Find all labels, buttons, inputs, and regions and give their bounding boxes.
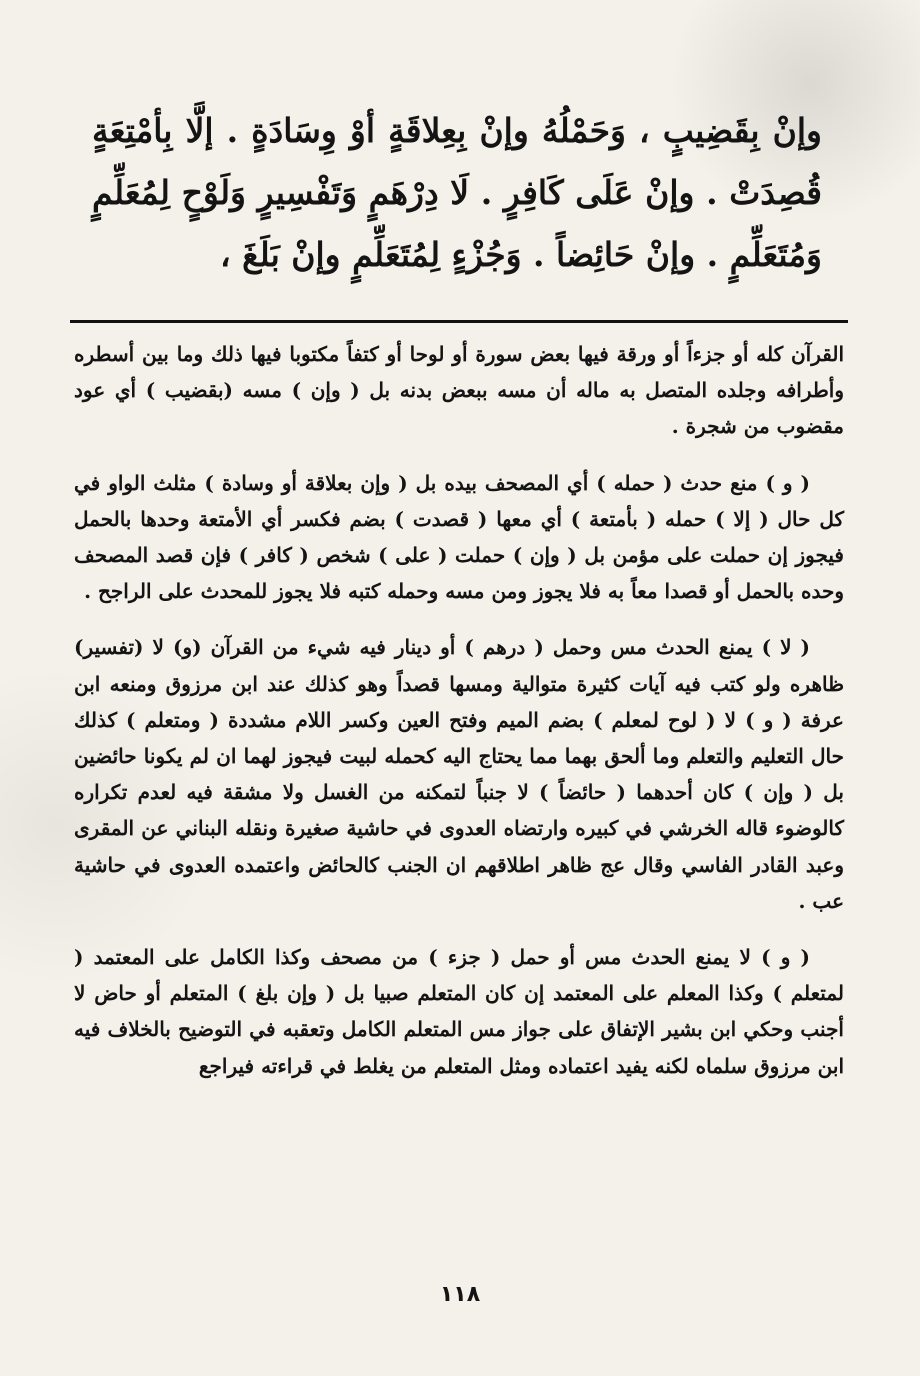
commentary-paragraph: ( و ) منع حدث ( حمله ) أي المصحف بيده بل ( وإن بعلاقة أو وسادة ) مثلث الواو في كل حال ( إلا ) حمله ( بأمتعة ) أي معها ( قصدت ) بضم فكسر أي الأمتعة وحدها بالحمل فيجوز إن حملت على مؤمن بل ( وإن ) حملت ( على ) شخص ( كافر ) فإن قصد المصحف وحده بالحمل أو قصدا معاً به فلا يجوز ومن مسه وحمله كتبه فلا يجوز للمحدث على الراجح .	[74, 470, 844, 604]
matn-text: وإنْ بِقَضِيبٍ ، وَحَمْلُهُ وإنْ بِعِلاقَةٍ أوْ وِسَادَةٍ . إلَّا بِأمْتِعَةٍ قُصِدَتْ . وإنْ عَلَى كَافِرٍ . لَا دِرْهَمٍ وَتَفْسِيرٍ وَلَوْحٍ لِمُعَلِّمٍ وَمُتَعَلِّمٍ . وإنْ حَائِضاً . وَجُزْءٍ لِمُتَعَلِّمٍ وإنْ بَلَغَ ،	[92, 111, 822, 274]
commentary-paragraph: القرآن كله أو جزءاً أو ورقة فيها بعض سورة أو لوحا أو كتفاً مكتوبا فيها ذلك وما بين أسطره وأطرافه وجلده المتصل به ماله أن مسه ببعض بدنه بل ( وإن ) مسه (بقضيب ) أي عود مقضوب من شجرة .	[74, 342, 844, 439]
separator-rule	[70, 320, 848, 323]
commentary-paragraph: ( لا ) يمنع الحدث مس وحمل ( درهم ) أو دينار فيه شيء من القرآن (و) لا (تفسير) ظاهره ولو كتب فيه آيات كثيرة متوالية ومسها قصداً وهو كذلك عند ابن مرزوق ومنعه ابن عرفة ( و ) لا ( لوح لمعلم ) بضم الميم وفتح العين وكسر اللام مشددة ( ومتعلم ) كذلك حال التعليم والتعلم وما ألحق بهما مما يحتاج اليه كحمله لبيت فيجوز لهما ان لم يكونا حائضين بل ( وإن ) كان أحدهما ( حائضاً ) لا جنباً لتمكنه من الغسل ولا مشقة فيه لعدم تكراره كالوضوء قاله الخرشي في كبيره وارتضاه العدوى في حاشية صغيرة ونقله البناني عن المقرى وعبد القادر الفاسي وقال عج ظاهر اطلاقهم ان الجنب كالحائض واعتمده العدوى في حاشية عب .	[74, 635, 844, 913]
commentary-paragraph: ( و ) لا يمنع الحدث مس أو حمل ( جزء ) من مصحف وكذا الكامل على المعتمد ( لمتعلم ) وكذا المعلم على المعتمد إن كان المتعلم صبيا بل ( وإن بلغ ) المتعلم أو حاض لا أجنب وحكي ابن بشير الإتفاق على جواز مس المتعلم الكامل وتعقبه في التوضيح بالخلاف فيه ابن مرزوق سلماه لكنه يفيد اعتماده ومثل المتعلم من يغلط في قراءته فيراجع	[74, 945, 844, 1078]
page-number: ١١٨	[439, 1282, 481, 1307]
commentary-block	[74, 336, 844, 1104]
